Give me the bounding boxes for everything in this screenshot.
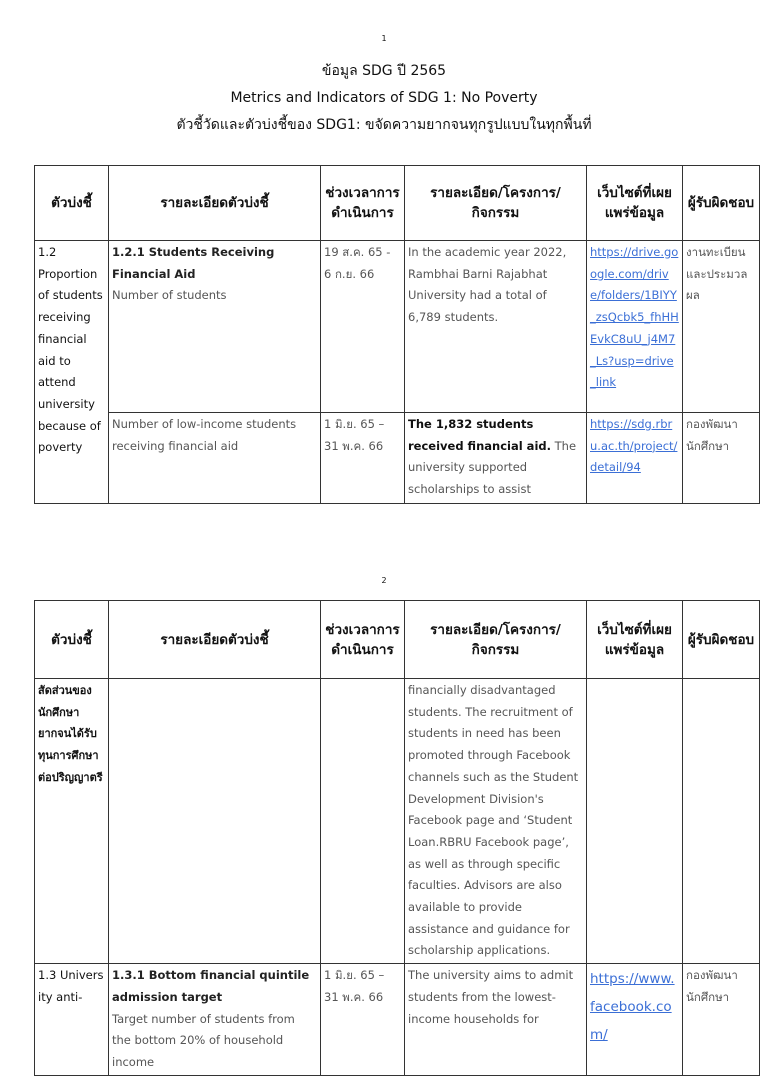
website-link[interactable]: https://drive.google.com/drive/folders/1BIYY_zsQcbk5_fhHHEvkC8uU_j4M7_Ls?usp=drive_link [590, 245, 679, 390]
detail-sub: Target number of students from the bottom 20% of household income [112, 1011, 295, 1069]
responsible-cell: กองพัฒนานักศึกษา [683, 413, 760, 504]
detail-cell: Number of low-income students receiving financial aid [109, 413, 321, 504]
website-cell [587, 964, 683, 1076]
table-header-row [35, 166, 760, 241]
project-cell: In the academic year 2022, Rambhai Barni Rajabhat University had a total of 6,789 students. [405, 241, 587, 413]
detail-sub: Number of students [112, 288, 227, 303]
website-link[interactable]: https://www.facebook.com/ [590, 971, 675, 1044]
document-title-english: Metrics and Indicators of SDG 1: No Poverty [230, 90, 538, 106]
detail-cell [109, 241, 321, 413]
responsible-cell: งานทะเบียนและประมวลผล [683, 241, 760, 413]
header-responsible: ผู้รับผิดชอบ [683, 166, 760, 241]
document-subtitle-thai: ตัวชี้วัดและตัวบ่งชี้ของ SDG1: ขจัดความยากจนทุกรูปแบบในทุกพื้นที่ [176, 117, 592, 133]
detail-title: 1.3.1 Bottom financial quintile admission target [112, 968, 310, 1004]
detail-cell [109, 679, 321, 964]
responsible-cell: กองพัฒนานักศึกษา [683, 964, 760, 1076]
sdg-table-page1 [34, 165, 760, 504]
responsible-cell [683, 679, 760, 964]
period-cell [321, 679, 405, 964]
detail-title: 1.2.1 Students Receiving Financial Aid [112, 245, 275, 281]
table-row [35, 964, 760, 1076]
table-header-row [35, 601, 760, 679]
project-highlight: The 1,832 students received financial aid. [408, 417, 551, 453]
indicator-cell: สัดส่วนของนักศึกษายากจนได้รับทุนการศึกษาต่อปริญญาตรี [35, 679, 109, 964]
indicator-1-2: 1.2 Proportion of students receiving financial aid to attend university because of poverty [38, 245, 103, 455]
header-details: รายละเอียดตัวบ่งชี้ [109, 166, 321, 241]
header-period: ช่วงเวลาการดำเนินการ [321, 166, 405, 241]
sdg-table-page2 [34, 600, 760, 1076]
header-website: เว็บไซต์ที่เผยแพร่ข้อมูล [587, 166, 683, 241]
header-responsible: ผู้รับผิดชอบ [683, 601, 760, 679]
header-indicator: ตัวบ่งชี้ [35, 166, 109, 241]
header-projects: รายละเอียด/โครงการ/กิจกรรม [405, 601, 587, 679]
website-cell [587, 413, 683, 504]
project-text: The university supported scholarships to assist [408, 438, 577, 497]
header-details: รายละเอียดตัวบ่งชี้ [109, 601, 321, 679]
website-cell [587, 241, 683, 413]
table-row [35, 241, 760, 413]
header-website: เว็บไซต์ที่เผยแพร่ข้อมูล [587, 601, 683, 679]
project-cell: financially disadvantaged students. The recruitment of students in need has been promoted through Facebook channels such as the Student Development Division's Facebook page and ‘Student Loan.RBRU Facebook page’, as well as through specific faculties. Advisors are also available to provide assistance and guidance for scholarship applications. [405, 679, 587, 964]
period-cell: 19 ส.ค. 65 - 6 ก.ย. 66 [321, 241, 405, 413]
project-cell: The university aims to admit students from the lowest-income households for [405, 964, 587, 1076]
document-title-thai: ข้อมูล SDG ปี 2565 [321, 63, 447, 79]
page-number: 2 [381, 576, 387, 585]
page-number: 1 [381, 34, 387, 43]
table-row [35, 679, 760, 964]
header-projects: รายละเอียด/โครงการ/กิจกรรม [405, 166, 587, 241]
period-cell: 1 มิ.ย. 65 – 31 พ.ค. 66 [321, 964, 405, 1076]
indicator-cell: 1.3 University anti- [35, 964, 109, 1076]
project-cell [405, 413, 587, 504]
website-link[interactable]: https://sdg.rbru.ac.th/project/detail/94 [590, 417, 678, 475]
header-period: ช่วงเวลาการดำเนินการ [321, 601, 405, 679]
website-cell [587, 679, 683, 964]
period-cell: 1 มิ.ย. 65 – 31 พ.ค. 66 [321, 413, 405, 504]
table-row [35, 413, 760, 504]
header-indicator: ตัวบ่งชี้ [35, 601, 109, 679]
indicator-cell [35, 241, 109, 504]
detail-cell [109, 964, 321, 1076]
